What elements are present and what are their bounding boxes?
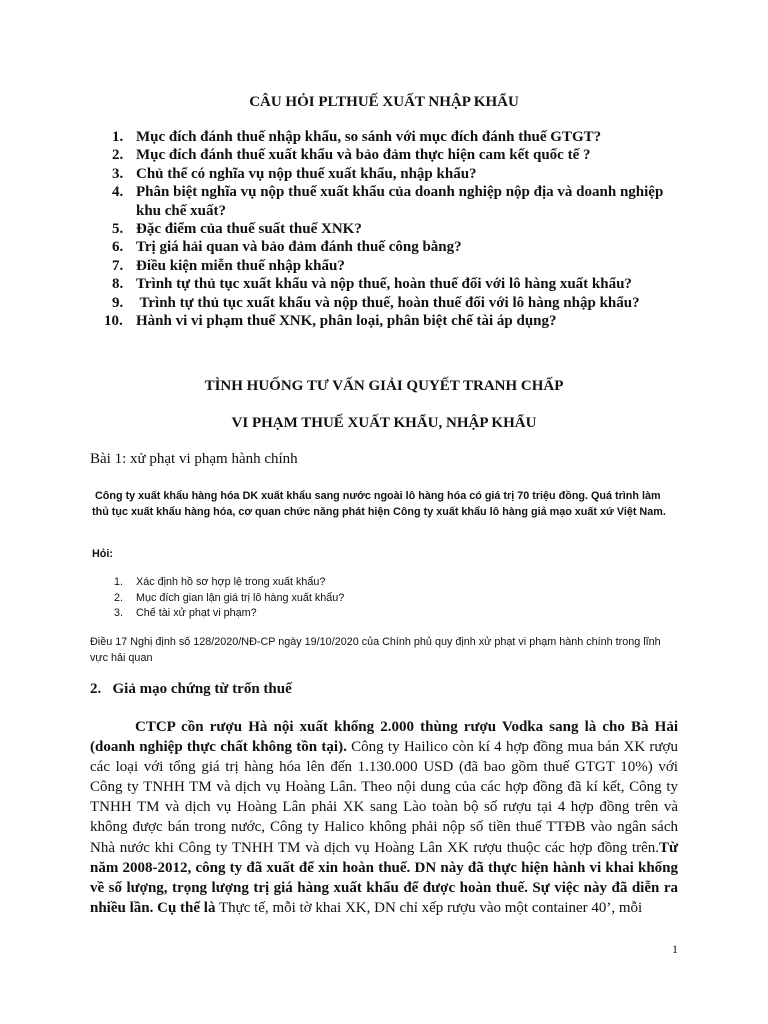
- question-number: 5.: [112, 221, 124, 238]
- list-item: [104, 220, 684, 238]
- exercise-title: 2. Giả mạo chứng từ trốn thuế: [90, 681, 292, 697]
- question-text: Trình tự thủ tục xuất khẩu và nộp thuế, hoàn thuế đối với lô hàng xuất khẩu?: [136, 276, 632, 293]
- sub-question-text: Mục đích gian lận giá trị lô hàng xuất khẩu?: [136, 591, 345, 604]
- list-item: [104, 312, 684, 330]
- question-number: 1.: [112, 129, 124, 145]
- list-item: [104, 128, 684, 146]
- bold-text: CTCP cồn rượu Hà nội xuất khống 2.000 thùng rượu Vodka sang là cho Bà Hải (doanh nghiệp thực chất không tồn tại).: [90, 719, 678, 756]
- list-item: [114, 591, 344, 607]
- list-item: [104, 165, 684, 183]
- paragraph-text: Thực tế, mỗi tờ khai XK, DN chỉ xếp rượu vào một container 40’, mỗi: [215, 899, 643, 916]
- question-number: 2.: [112, 147, 124, 164]
- question-text: Đặc điểm của thuế suất thuế XNK?: [136, 221, 362, 238]
- sub-question-number: 3.: [114, 607, 124, 619]
- list-item: [114, 606, 344, 622]
- sub-question-number: 1.: [114, 576, 124, 588]
- exercise-title: Bài 1: xử phạt vi phạm hành chính: [90, 451, 298, 467]
- question-text: Mục đích đánh thuế xuất khẩu và bảo đảm thực hiện cam kết quốc tế ?: [136, 147, 591, 164]
- question-number: 3.: [112, 165, 124, 182]
- paragraph-text: Công ty Hailico còn kí 4 hợp đồng mua bán XK rượu các loại với tổng giá trị hàng hóa lên đến 1.130.000 USD (đã bao gồm thuế GTGT 10%) với Công ty TNHH TM và dịch vụ Hoàng Lân. Theo nội dung của các hợp đồng đã kí kết, Công ty TNHH TM và dịch vụ Hoàng Lân phải XK sang Lào toàn bộ số rượu tại 4 hợp đồng trên và không được bán trong nước, Công ty Halico không phải nộp số tiền thuế TTĐB vào ngân sách Nhà nước khi Công ty TNHH TM và dịch vụ Hoàng Lân XK rượu thuộc các hợp đồng trên.: [90, 739, 678, 856]
- question-number: 10.: [104, 313, 123, 330]
- list-item: [104, 257, 684, 275]
- ask-label: Hỏi:: [92, 548, 113, 560]
- bold-text: Từ năm 2008-2012, công ty đã xuất để xin hoàn thuế. DN này đã thực hiện hành vi khai khống về số lượng, trọng lượng trị giá hàng xuất khẩu để được hoàn thuế. Sự việc này đã diễn ra nhiều lần. Cụ thể là: [90, 839, 678, 916]
- question-text: Mục đích đánh thuế nhập khẩu, so sánh với mục đích đánh thuế GTGT?: [136, 129, 602, 145]
- list-item: [104, 275, 684, 293]
- sub-question-number: 2.: [114, 591, 124, 604]
- list-item: [114, 575, 344, 591]
- sub-question-text: Xác định hồ sơ hợp lệ trong xuất khẩu?: [136, 576, 326, 588]
- list-item: [104, 183, 684, 220]
- sub-question-list: [114, 575, 344, 622]
- page-number: 1: [672, 942, 678, 956]
- question-text: Phân biệt nghĩa vụ nộp thuế xuất khẩu của doanh nghiệp nộp địa và doanh nghiệp khu chế xuất?: [136, 184, 664, 219]
- list-item: [104, 146, 684, 164]
- section-title: TÌNH HUỐNG TƯ VẤN GIẢI QUYẾT TRANH CHẤP: [204, 378, 564, 394]
- question-list: [104, 128, 684, 330]
- question-text: Chủ thể có nghĩa vụ nộp thuế xuất khẩu, nhập khẩu?: [136, 165, 477, 182]
- document-title: CÂU HỎI PLTHUẾ XUẤT NHẬP KHẨU: [249, 94, 519, 110]
- question-text: Trị giá hải quan và bảo đảm đánh thuế công bằng?: [136, 239, 462, 256]
- section-subtitle: VI PHẠM THUẾ XUẤT KHẨU, NHẬP KHẨU: [231, 415, 537, 431]
- question-number: 9.: [112, 294, 124, 311]
- question-number: 7.: [112, 257, 124, 274]
- list-item: [104, 294, 684, 312]
- question-text: Trình tự thủ tục xuất khẩu và nộp thuế, hoàn thuế đối với lô hàng nhập khẩu?: [136, 294, 640, 311]
- legal-reference: Điều 17 Nghị định số 128/2020/NĐ-CP ngày 19/10/2020 của Chính phủ quy định xử phạt vi phạm hành chính trong lĩnh vực hải quan: [90, 636, 661, 664]
- question-number: 6.: [112, 239, 124, 256]
- case-paragraph: [90, 717, 678, 918]
- sub-question-text: Chế tài xử phạt vi phạm?: [136, 607, 257, 619]
- question-text: Hành vi vi phạm thuế XNK, phân loại, phân biệt chế tài áp dụng?: [136, 313, 557, 330]
- question-text: Điều kiện miễn thuế nhập khẩu?: [136, 257, 345, 274]
- question-number: 4.: [112, 184, 124, 201]
- question-number: 8.: [112, 276, 124, 293]
- list-item: [104, 238, 684, 256]
- case-description: Công ty xuất khẩu hàng hóa DK xuất khẩu sang nước ngoài lô hàng hóa có giá trị 70 triệu đồng. Quá trình làm thủ tục xuất khẩu hàng hóa, cơ quan chức năng phát hiện Công ty xuất khẩu lô hàng giả mạo xuất xứ Việt Nam.: [92, 490, 666, 518]
